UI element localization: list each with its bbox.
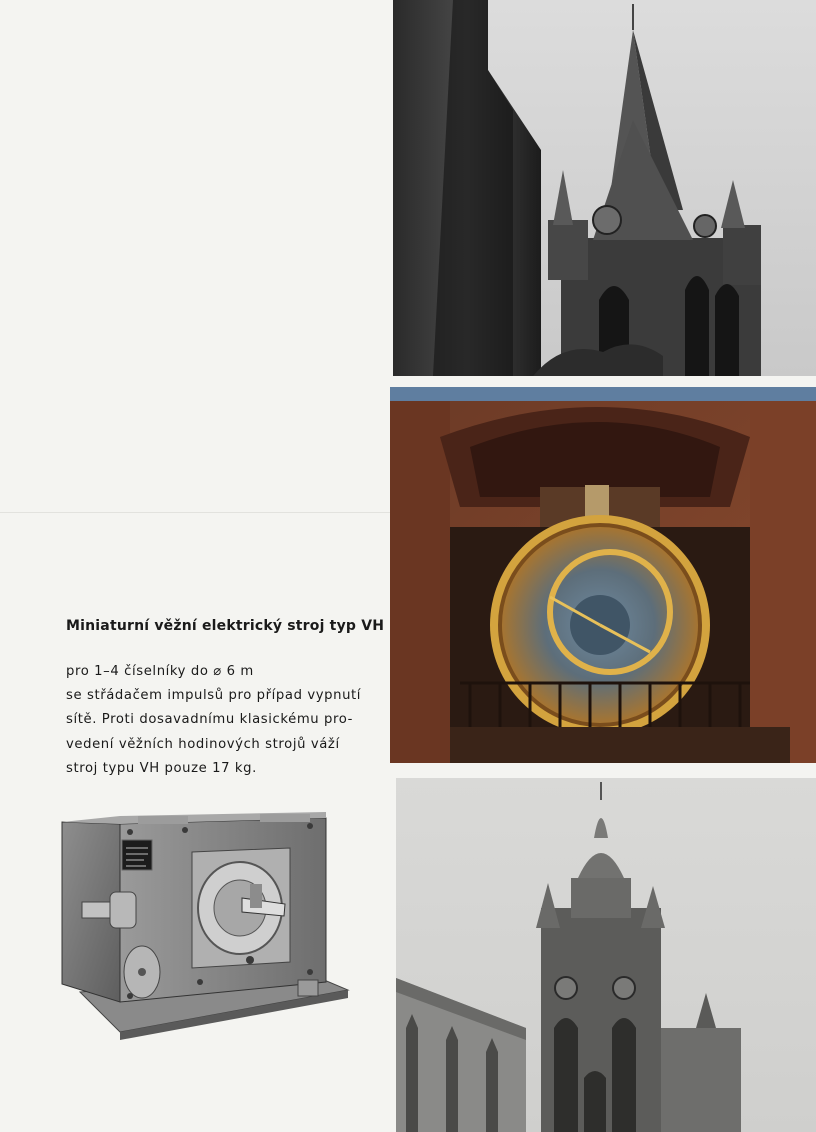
article-body (66, 660, 366, 781)
church-tower-photo (393, 0, 816, 376)
body-line: se střádačem impulsů pro případ vypnutí (66, 688, 362, 704)
body-line: vedení věžních hodinových strojů váží (66, 736, 340, 752)
astronomical-clock-photo (390, 387, 816, 763)
body-line: sítě. Proti dosavadnímu klasickému pro- (66, 712, 354, 728)
page-fold-line (0, 512, 392, 513)
body-line: pro 1–4 číselníky do ⌀ 6 m (66, 664, 254, 679)
article-heading: Miniaturní věžní elektrický stroj typ VH (66, 618, 385, 634)
body-line: stroj typu VH pouze 17 kg. (66, 760, 257, 776)
cathedral-tower-photo (396, 778, 816, 1132)
vh-clock-mechanism-photo (60, 812, 352, 1044)
